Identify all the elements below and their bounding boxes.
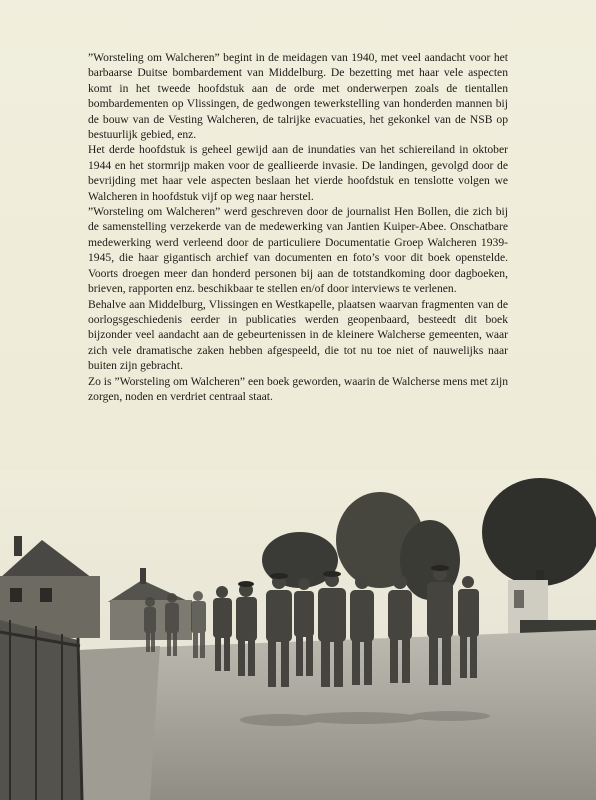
historic-photo bbox=[0, 470, 596, 800]
paragraph-1: ”Worsteling om Walcheren” begint in de meidagen van 1940, met veel aandacht voor het barbaarse Duitse bombardement van Middelburg. De bezetting met haar vele aspecten komt in het tweede hoofdstuk aan de orde met onderwerpen zoals de tientallen bombardementen op Vlissingen, de gedwongen tewerkstelling van honderden mannen bij de bouw van de Vesting Walcheren, de talrijke evacuaties, het gekonkel van de NSB op bestuurlijk gebied, enz. bbox=[88, 51, 508, 142]
fence-left bbox=[0, 620, 82, 800]
paragraph-5: Zo is ”Worsteling om Walcheren” een boek geworden, waarin de Walcherse mens met zijn zorgen, noden en verdriet centraal staat. bbox=[88, 374, 508, 403]
blurb-text bbox=[88, 50, 508, 404]
paragraph-4: Behalve aan Middelburg, Vlissingen en Westkapelle, plaatsen waarvan fragmenten van de oorlogsgeschiedenis eerder in publicaties werden geopenbaard, besteedt dit boek bijzonder veel aandacht aan de gebeurtenissen in de kleinere Walcherse gemeenten, waar zich vele dramatische zaken hebben afgespeeld, die tot nu toe niet of nauwelijks naar buiten zijn gebracht. bbox=[88, 297, 508, 373]
paragraph-3: ”Worsteling om Walcheren” werd geschreven door de journalist Hen Bollen, die zich bij de samenstelling verzekerde van de medewerking van Jantien Kuiper-Abee. Onschatbare medewerking werd verleend door de particuliere Documentatie Groep Walcheren 1939-1945, die haar gigantisch archief van documenten en foto’s voor dit boek openstelde. Voorts droegen meer dan honderd personen bij aan de totstandkoming door dagboeken, brieven, rapporten enz. beschikbaar te stellen en/of door interviews te verlenen. bbox=[88, 205, 508, 296]
paragraph-2: Het derde hoofdstuk is geheel gewijd aan de inundaties van het schiereiland in oktober 1944 en het stormrijp maken voor de geallieerde invasie. De landingen, gevolgd door de bevrijding met haar vele aspecten beslaan het vierde hoofdstuk en tenslotte volgen we Walcheren in hoofdstuk vijf op weg naar herstel. bbox=[88, 143, 508, 203]
